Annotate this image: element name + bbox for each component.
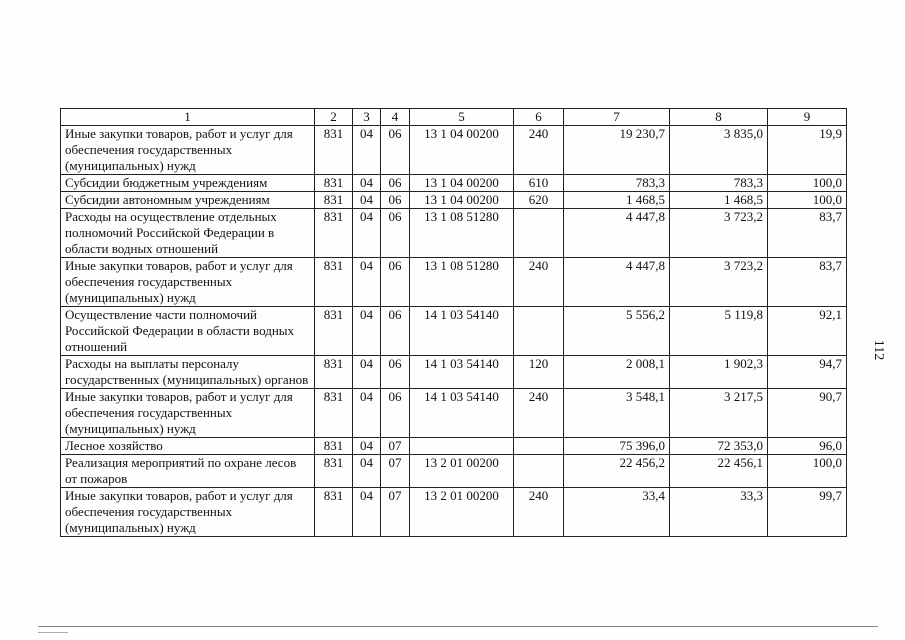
code-5: 13 1 04 00200 (410, 175, 514, 192)
code-6: 120 (514, 356, 564, 389)
code-3: 04 (353, 126, 381, 175)
table-row (61, 126, 847, 175)
value-7: 19 230,7 (564, 126, 670, 175)
row-name: Расходы на выплаты персоналу государственных (муниципальных) органов (61, 356, 315, 389)
code-5: 13 1 08 51280 (410, 209, 514, 258)
code-2: 831 (315, 356, 353, 389)
row-name: Расходы на осуществление отдельных полномочий Российской Федерации в области водных отношений (61, 209, 315, 258)
code-5 (410, 438, 514, 455)
value-9: 94,7 (768, 356, 847, 389)
table-row (61, 488, 847, 537)
table-row (61, 455, 847, 488)
value-8: 3 217,5 (670, 389, 768, 438)
value-8: 1 902,3 (670, 356, 768, 389)
value-9: 19,9 (768, 126, 847, 175)
row-name: Субсидии бюджетным учреждениям (61, 175, 315, 192)
code-6 (514, 307, 564, 356)
value-9: 83,7 (768, 258, 847, 307)
code-3: 04 (353, 356, 381, 389)
value-7: 1 468,5 (564, 192, 670, 209)
table-row (61, 192, 847, 209)
code-5: 13 1 08 51280 (410, 258, 514, 307)
value-8: 3 835,0 (670, 126, 768, 175)
value-8: 22 456,1 (670, 455, 768, 488)
code-3: 04 (353, 209, 381, 258)
value-7: 4 447,8 (564, 209, 670, 258)
code-4: 07 (381, 488, 410, 537)
value-8: 783,3 (670, 175, 768, 192)
code-6 (514, 209, 564, 258)
value-9: 100,0 (768, 192, 847, 209)
row-name: Иные закупки товаров, работ и услуг для обеспечения государственных (муниципальных) нужд (61, 389, 315, 438)
code-4: 06 (381, 126, 410, 175)
code-6 (514, 455, 564, 488)
value-8: 1 468,5 (670, 192, 768, 209)
code-3: 04 (353, 389, 381, 438)
scan-edge-line (38, 626, 878, 627)
value-8: 72 353,0 (670, 438, 768, 455)
code-5: 14 1 03 54140 (410, 307, 514, 356)
header-cell: 2 (315, 109, 353, 126)
header-cell: 6 (514, 109, 564, 126)
code-3: 04 (353, 307, 381, 356)
header-cell: 9 (768, 109, 847, 126)
value-7: 783,3 (564, 175, 670, 192)
header-cell: 4 (381, 109, 410, 126)
value-7: 5 556,2 (564, 307, 670, 356)
row-name: Осуществление части полномочий Российской Федерации в области водных отношений (61, 307, 315, 356)
code-4: 06 (381, 356, 410, 389)
scan-edge-mark (38, 632, 68, 633)
value-8: 33,3 (670, 488, 768, 537)
header-row (61, 109, 847, 126)
code-3: 04 (353, 438, 381, 455)
code-3: 04 (353, 258, 381, 307)
table-row (61, 175, 847, 192)
table-row (61, 209, 847, 258)
value-8: 3 723,2 (670, 209, 768, 258)
value-7: 75 396,0 (564, 438, 670, 455)
budget-table (60, 108, 847, 537)
row-name: Иные закупки товаров, работ и услуг для обеспечения государственных (муниципальных) нужд (61, 258, 315, 307)
header-cell: 1 (61, 109, 315, 126)
code-5: 13 2 01 00200 (410, 488, 514, 537)
value-8: 3 723,2 (670, 258, 768, 307)
code-2: 831 (315, 455, 353, 488)
code-6 (514, 438, 564, 455)
code-2: 831 (315, 307, 353, 356)
row-name: Реализация мероприятий по охране лесов от пожаров (61, 455, 315, 488)
code-6: 610 (514, 175, 564, 192)
value-9: 100,0 (768, 175, 847, 192)
code-2: 831 (315, 126, 353, 175)
table-row (61, 438, 847, 455)
code-6: 620 (514, 192, 564, 209)
code-3: 04 (353, 455, 381, 488)
table-row (61, 307, 847, 356)
code-6: 240 (514, 488, 564, 537)
code-4: 07 (381, 438, 410, 455)
value-8: 5 119,8 (670, 307, 768, 356)
code-5: 13 1 04 00200 (410, 126, 514, 175)
code-2: 831 (315, 438, 353, 455)
value-7: 3 548,1 (564, 389, 670, 438)
header-cell: 5 (410, 109, 514, 126)
value-9: 90,7 (768, 389, 847, 438)
code-4: 06 (381, 389, 410, 438)
value-9: 96,0 (768, 438, 847, 455)
code-5: 14 1 03 54140 (410, 356, 514, 389)
header-cell: 8 (670, 109, 768, 126)
code-2: 831 (315, 389, 353, 438)
table-row (61, 389, 847, 438)
value-7: 22 456,2 (564, 455, 670, 488)
code-6: 240 (514, 389, 564, 438)
code-6: 240 (514, 126, 564, 175)
code-2: 831 (315, 192, 353, 209)
code-3: 04 (353, 192, 381, 209)
code-2: 831 (315, 488, 353, 537)
code-6: 240 (514, 258, 564, 307)
row-name: Лесное хозяйство (61, 438, 315, 455)
row-name: Иные закупки товаров, работ и услуг для обеспечения государственных (муниципальных) нужд (61, 126, 315, 175)
code-2: 831 (315, 175, 353, 192)
code-4: 06 (381, 192, 410, 209)
header-cell: 7 (564, 109, 670, 126)
code-2: 831 (315, 209, 353, 258)
row-name: Субсидии автономным учреждениям (61, 192, 315, 209)
page-number: 112 (871, 339, 887, 361)
code-2: 831 (315, 258, 353, 307)
code-4: 07 (381, 455, 410, 488)
table-row (61, 356, 847, 389)
value-9: 99,7 (768, 488, 847, 537)
value-9: 92,1 (768, 307, 847, 356)
value-9: 83,7 (768, 209, 847, 258)
code-4: 06 (381, 258, 410, 307)
code-5: 14 1 03 54140 (410, 389, 514, 438)
code-4: 06 (381, 175, 410, 192)
value-9: 100,0 (768, 455, 847, 488)
code-3: 04 (353, 175, 381, 192)
value-7: 2 008,1 (564, 356, 670, 389)
value-7: 33,4 (564, 488, 670, 537)
code-4: 06 (381, 307, 410, 356)
header-cell: 3 (353, 109, 381, 126)
code-4: 06 (381, 209, 410, 258)
value-7: 4 447,8 (564, 258, 670, 307)
code-3: 04 (353, 488, 381, 537)
code-5: 13 1 04 00200 (410, 192, 514, 209)
table-row (61, 258, 847, 307)
code-5: 13 2 01 00200 (410, 455, 514, 488)
row-name: Иные закупки товаров, работ и услуг для обеспечения государственных (муниципальных) нужд (61, 488, 315, 537)
